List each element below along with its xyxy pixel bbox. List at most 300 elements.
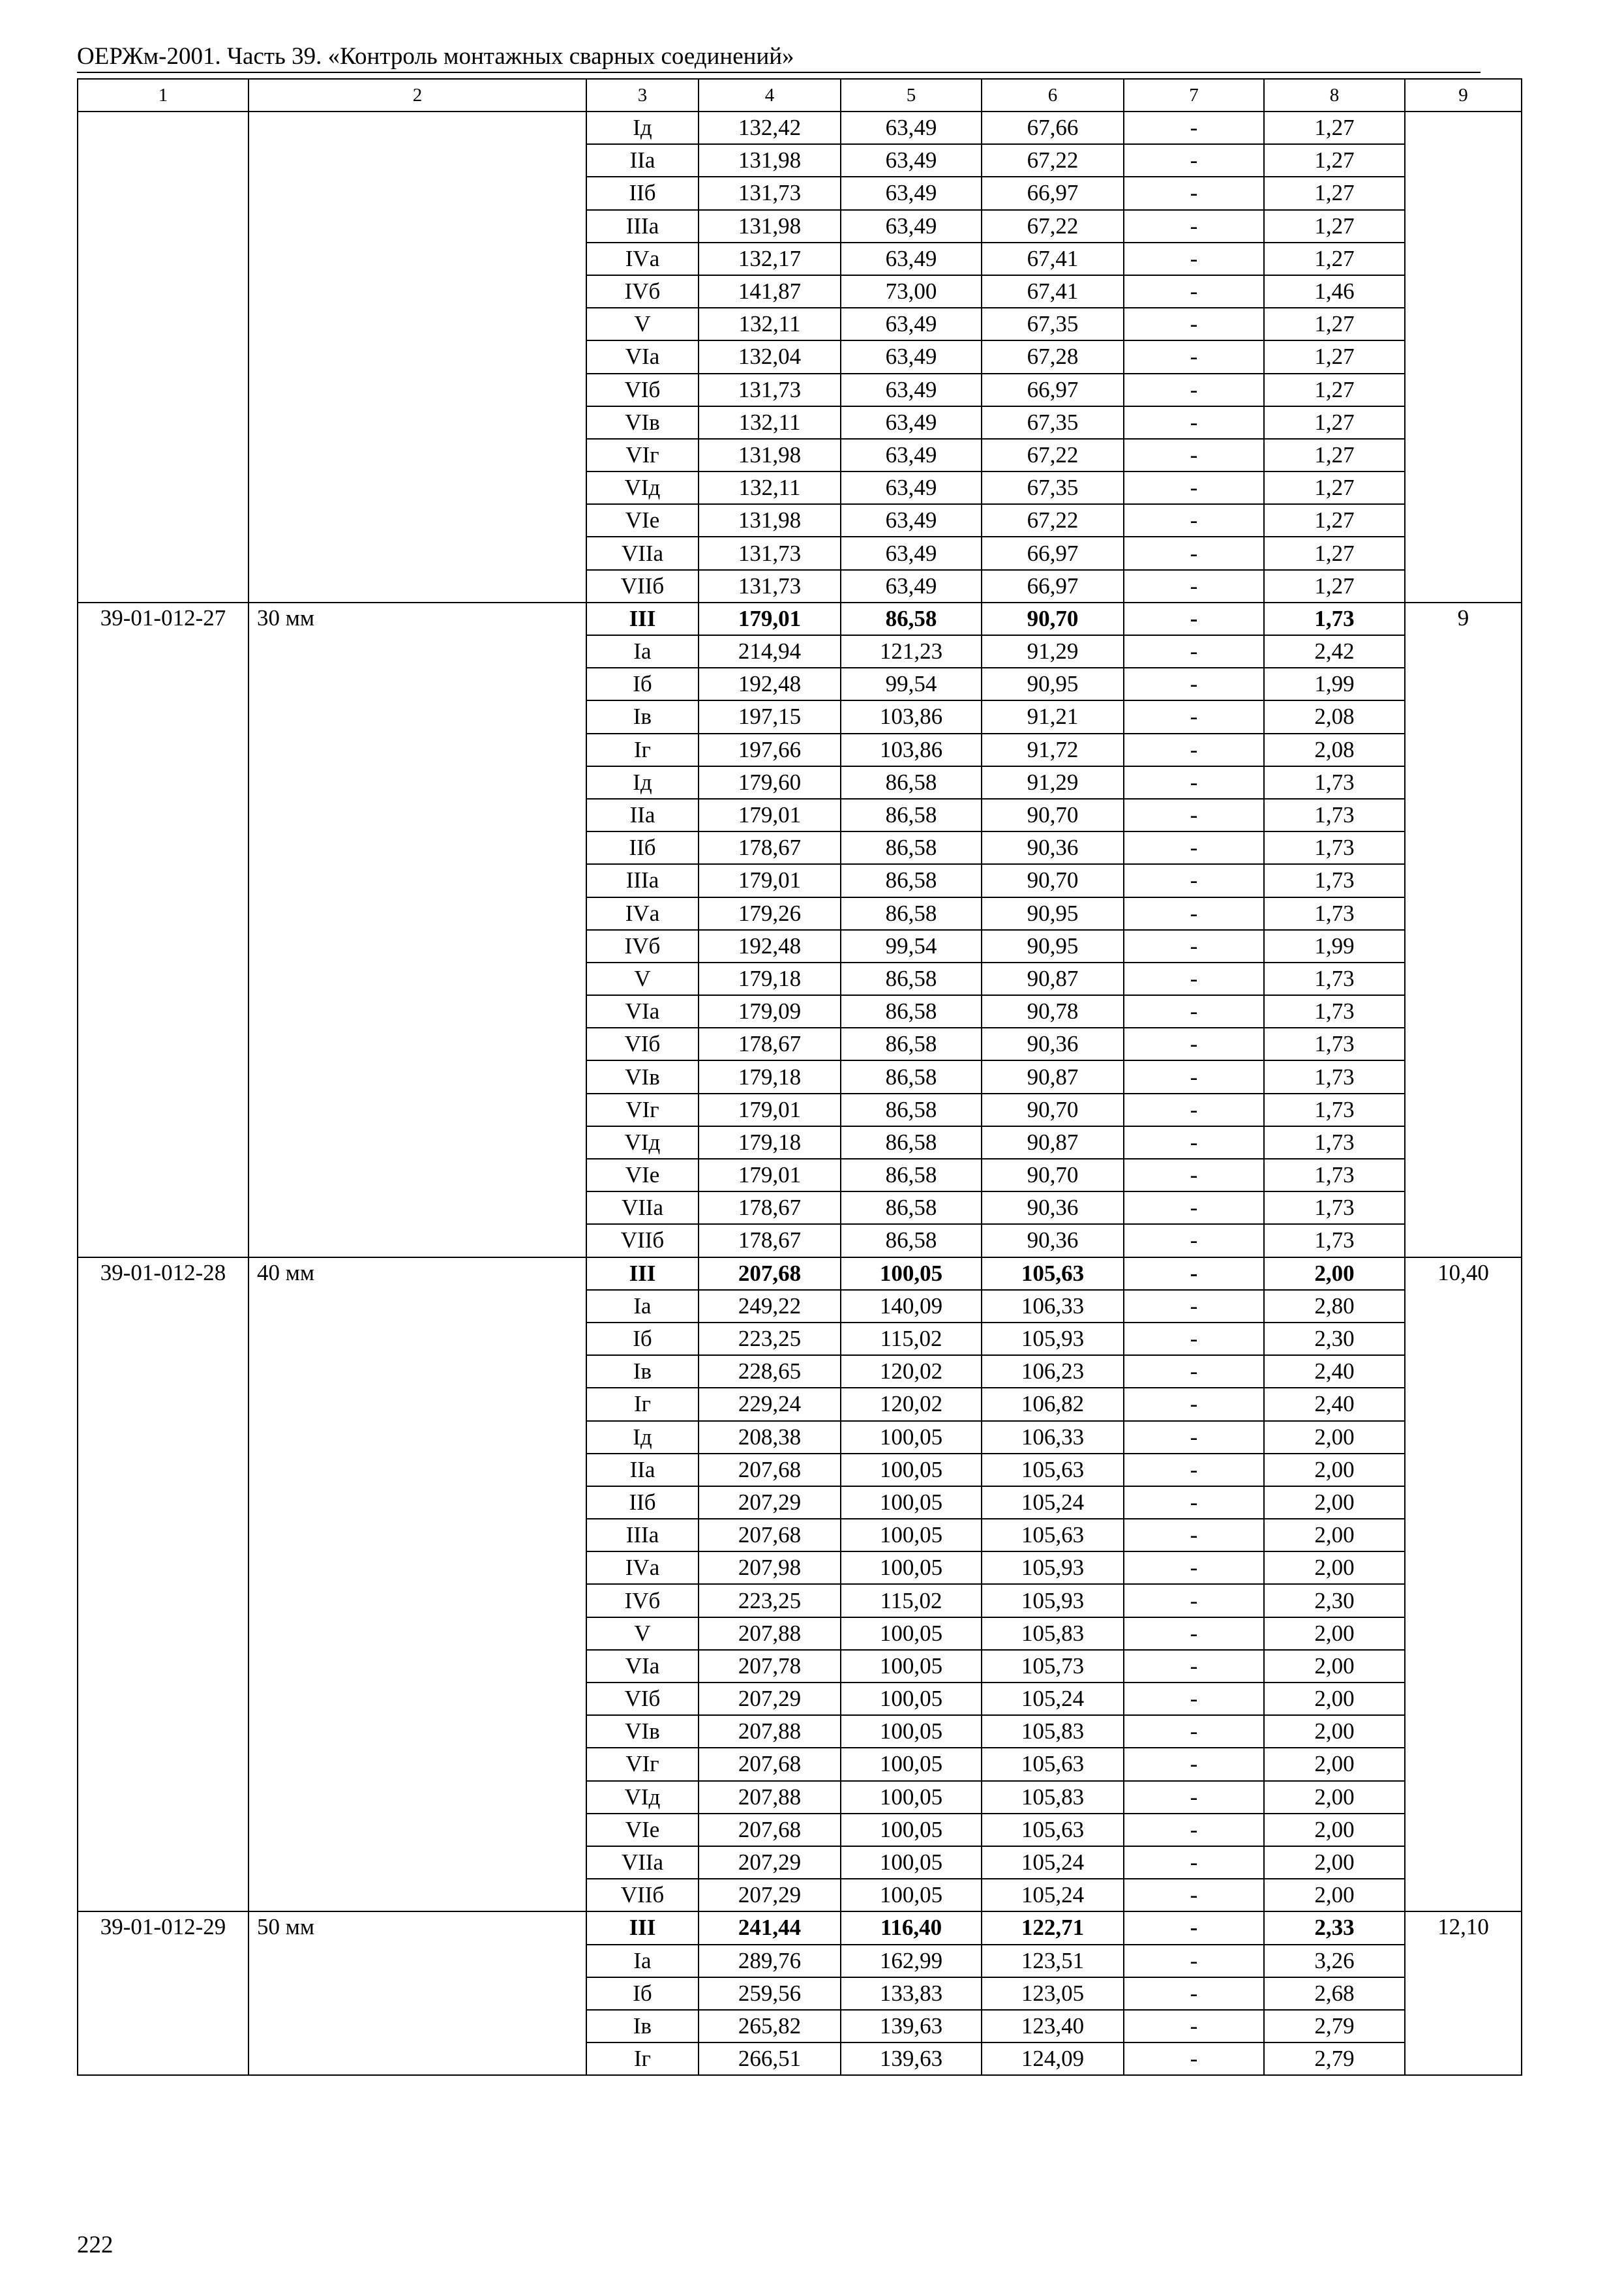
cost-labor-cell: 86,58	[841, 1094, 982, 1126]
cost-total-cell: 131,98	[699, 210, 841, 243]
category-cell: Iб	[586, 668, 699, 700]
category-cell: VIг	[586, 1748, 699, 1780]
weight-cell: 9	[1405, 603, 1522, 1257]
category-cell: V	[586, 1617, 699, 1650]
cost-machines-cell: 106,82	[982, 1388, 1124, 1420]
category-cell: VIб	[586, 374, 699, 406]
labor-hours-cell: 1,73	[1264, 1224, 1405, 1257]
table-body	[78, 79, 1522, 2075]
cost-total-cell: 197,66	[699, 734, 841, 766]
cost-labor-cell: 100,05	[841, 1715, 982, 1748]
cost-labor-cell: 63,49	[841, 243, 982, 275]
cost-labor-cell: 86,58	[841, 963, 982, 995]
cost-materials-cell: -	[1124, 1454, 1264, 1486]
category-cell: IIа	[586, 1454, 699, 1486]
cost-materials-cell: -	[1124, 1945, 1264, 1977]
cost-machines-cell: 105,24	[982, 1683, 1124, 1715]
labor-hours-cell: 1,73	[1264, 1094, 1405, 1126]
cost-labor-cell: 100,05	[841, 1879, 982, 1911]
labor-hours-cell: 1,73	[1264, 963, 1405, 995]
page-number: 222	[77, 2232, 113, 2258]
cost-machines-cell: 90,70	[982, 864, 1124, 897]
cost-machines-cell: 90,95	[982, 897, 1124, 930]
cost-machines-cell: 90,36	[982, 831, 1124, 864]
cost-total-cell: 179,18	[699, 1126, 841, 1159]
cost-machines-cell: 67,35	[982, 308, 1124, 340]
labor-hours-cell: 2,00	[1264, 1715, 1405, 1748]
column-number: 6	[982, 79, 1124, 112]
cost-materials-cell: -	[1124, 406, 1264, 439]
cost-machines-cell: 105,24	[982, 1486, 1124, 1519]
cost-total-cell: 131,98	[699, 504, 841, 537]
cost-total-cell: 207,88	[699, 1781, 841, 1814]
cost-total-cell: 289,76	[699, 1945, 841, 1977]
cost-machines-cell: 105,93	[982, 1584, 1124, 1617]
labor-hours-cell: 2,79	[1264, 2010, 1405, 2042]
cost-total-cell: 179,01	[699, 1094, 841, 1126]
cost-labor-cell: 63,49	[841, 308, 982, 340]
labor-hours-cell: 1,73	[1264, 766, 1405, 799]
cost-labor-cell: 100,05	[841, 1683, 982, 1715]
category-cell: VIа	[586, 995, 699, 1028]
column-number: 1	[78, 79, 248, 112]
labor-hours-cell: 1,27	[1264, 340, 1405, 373]
cost-total-cell: 132,11	[699, 471, 841, 504]
cost-machines-cell: 66,97	[982, 374, 1124, 406]
cost-machines-cell: 105,24	[982, 1879, 1124, 1911]
labor-hours-cell: 1,73	[1264, 995, 1405, 1028]
cost-labor-cell: 63,49	[841, 177, 982, 209]
cost-total-cell: 207,88	[699, 1617, 841, 1650]
cost-machines-cell: 66,97	[982, 537, 1124, 569]
labor-hours-cell: 2,40	[1264, 1388, 1405, 1420]
category-cell: III	[586, 1257, 699, 1290]
cost-machines-cell: 66,97	[982, 570, 1124, 603]
cost-labor-cell: 99,54	[841, 930, 982, 963]
cost-labor-cell: 63,49	[841, 144, 982, 177]
labor-hours-cell: 1,73	[1264, 864, 1405, 897]
labor-hours-cell: 2,08	[1264, 734, 1405, 766]
cost-machines-cell: 90,95	[982, 930, 1124, 963]
labor-hours-cell: 1,99	[1264, 930, 1405, 963]
cost-labor-cell: 99,54	[841, 668, 982, 700]
cost-materials-cell: -	[1124, 1617, 1264, 1650]
cost-labor-cell: 86,58	[841, 1126, 982, 1159]
cost-labor-cell: 103,86	[841, 734, 982, 766]
column-number: 3	[586, 79, 699, 112]
cost-total-cell: 214,94	[699, 635, 841, 668]
cost-labor-cell: 86,58	[841, 1224, 982, 1257]
cost-materials-cell: -	[1124, 766, 1264, 799]
column-number-row	[78, 79, 1522, 112]
cost-machines-cell: 90,36	[982, 1028, 1124, 1060]
labor-hours-cell: 1,73	[1264, 1191, 1405, 1224]
cost-materials-cell: -	[1124, 734, 1264, 766]
cost-labor-cell: 63,49	[841, 340, 982, 373]
cost-machines-cell: 91,29	[982, 766, 1124, 799]
cost-machines-cell: 105,93	[982, 1323, 1124, 1355]
cost-materials-cell: -	[1124, 635, 1264, 668]
cost-machines-cell: 90,70	[982, 603, 1124, 635]
cost-materials-cell: -	[1124, 864, 1264, 897]
cost-machines-cell: 90,36	[982, 1191, 1124, 1224]
cost-total-cell: 207,78	[699, 1650, 841, 1683]
cost-labor-cell: 86,58	[841, 897, 982, 930]
cost-materials-cell: -	[1124, 1879, 1264, 1911]
cost-total-cell: 179,60	[699, 766, 841, 799]
labor-hours-cell: 2,00	[1264, 1814, 1405, 1846]
cost-materials-cell: -	[1124, 1028, 1264, 1060]
cost-total-cell: 178,67	[699, 1224, 841, 1257]
category-cell: IVа	[586, 897, 699, 930]
category-cell: IIа	[586, 799, 699, 831]
cost-materials-cell: -	[1124, 1257, 1264, 1290]
column-number: 5	[841, 79, 982, 112]
cost-total-cell: 179,18	[699, 963, 841, 995]
weight-cell	[1405, 112, 1522, 603]
labor-hours-cell: 2,00	[1264, 1846, 1405, 1879]
labor-hours-cell: 2,79	[1264, 2042, 1405, 2075]
cost-materials-cell: -	[1124, 340, 1264, 373]
rate-code-cell	[78, 112, 248, 603]
header-rule	[77, 72, 1481, 73]
cost-machines-cell: 90,36	[982, 1224, 1124, 1257]
labor-hours-cell: 2,00	[1264, 1650, 1405, 1683]
cost-labor-cell: 100,05	[841, 1257, 982, 1290]
cost-materials-cell: -	[1124, 504, 1264, 537]
cost-labor-cell: 100,05	[841, 1781, 982, 1814]
labor-hours-cell: 2,80	[1264, 1290, 1405, 1323]
cost-machines-cell: 105,63	[982, 1814, 1124, 1846]
cost-machines-cell: 105,63	[982, 1454, 1124, 1486]
cost-labor-cell: 63,49	[841, 210, 982, 243]
cost-materials-cell: -	[1124, 144, 1264, 177]
cost-machines-cell: 90,70	[982, 1094, 1124, 1126]
cost-total-cell: 178,67	[699, 1191, 841, 1224]
cost-labor-cell: 139,63	[841, 2042, 982, 2075]
cost-total-cell: 178,67	[699, 1028, 841, 1060]
cost-total-cell: 207,68	[699, 1519, 841, 1551]
rate-code-cell: 39-01-012-27	[78, 603, 248, 1257]
category-cell: VIIб	[586, 1224, 699, 1257]
cost-materials-cell: -	[1124, 930, 1264, 963]
cost-machines-cell: 106,33	[982, 1290, 1124, 1323]
cost-labor-cell: 86,58	[841, 1028, 982, 1060]
cost-materials-cell: -	[1124, 1486, 1264, 1519]
cost-total-cell: 207,68	[699, 1257, 841, 1290]
cost-materials-cell: -	[1124, 1290, 1264, 1323]
cost-materials-cell: -	[1124, 1224, 1264, 1257]
category-cell: Iв	[586, 700, 699, 733]
labor-hours-cell: 1,99	[1264, 668, 1405, 700]
cost-machines-cell: 91,29	[982, 635, 1124, 668]
category-cell: VIд	[586, 1781, 699, 1814]
cost-labor-cell: 86,58	[841, 995, 982, 1028]
cost-materials-cell: -	[1124, 439, 1264, 471]
cost-total-cell: 207,88	[699, 1715, 841, 1748]
cost-labor-cell: 100,05	[841, 1650, 982, 1683]
category-cell: Iд	[586, 112, 699, 144]
cost-materials-cell: -	[1124, 700, 1264, 733]
cost-machines-cell: 123,40	[982, 2010, 1124, 2042]
cost-machines-cell: 67,22	[982, 144, 1124, 177]
cost-labor-cell: 103,86	[841, 700, 982, 733]
labor-hours-cell: 3,26	[1264, 1945, 1405, 1977]
labor-hours-cell: 1,27	[1264, 471, 1405, 504]
page-header: ОЕРЖм-2001. Часть 39. «Контроль монтажных сварных соединений»	[77, 43, 794, 70]
cost-machines-cell: 106,33	[982, 1421, 1124, 1454]
cost-materials-cell: -	[1124, 668, 1264, 700]
cost-machines-cell: 105,83	[982, 1617, 1124, 1650]
cost-total-cell: 266,51	[699, 2042, 841, 2075]
labor-hours-cell: 2,33	[1264, 1911, 1405, 1944]
cost-labor-cell: 140,09	[841, 1290, 982, 1323]
cost-total-cell: 179,01	[699, 1159, 841, 1191]
column-number: 2	[248, 79, 586, 112]
cost-labor-cell: 133,83	[841, 1977, 982, 2010]
column-number: 7	[1124, 79, 1264, 112]
cost-materials-cell: -	[1124, 1846, 1264, 1879]
cost-materials-cell: -	[1124, 1060, 1264, 1093]
cost-materials-cell: -	[1124, 275, 1264, 308]
category-cell: VIд	[586, 471, 699, 504]
cost-labor-cell: 100,05	[841, 1846, 982, 1879]
column-number: 9	[1405, 79, 1522, 112]
labor-hours-cell: 1,27	[1264, 177, 1405, 209]
cost-machines-cell: 105,24	[982, 1846, 1124, 1879]
cost-materials-cell: -	[1124, 831, 1264, 864]
cost-materials-cell: -	[1124, 1814, 1264, 1846]
cost-machines-cell: 90,95	[982, 668, 1124, 700]
cost-materials-cell: -	[1124, 1388, 1264, 1420]
category-cell: Iд	[586, 1421, 699, 1454]
cost-materials-cell: -	[1124, 308, 1264, 340]
labor-hours-cell: 1,27	[1264, 374, 1405, 406]
cost-materials-cell: -	[1124, 1355, 1264, 1388]
cost-total-cell: 179,09	[699, 995, 841, 1028]
cost-total-cell: 265,82	[699, 2010, 841, 2042]
cost-total-cell: 132,17	[699, 243, 841, 275]
cost-machines-cell: 105,63	[982, 1257, 1124, 1290]
category-cell: Iд	[586, 766, 699, 799]
cost-total-cell: 132,11	[699, 308, 841, 340]
labor-hours-cell: 2,40	[1264, 1355, 1405, 1388]
labor-hours-cell: 1,27	[1264, 439, 1405, 471]
cost-materials-cell: -	[1124, 2042, 1264, 2075]
cost-materials-cell: -	[1124, 1683, 1264, 1715]
cost-materials-cell: -	[1124, 1748, 1264, 1780]
cost-labor-cell: 63,49	[841, 504, 982, 537]
cost-machines-cell: 67,35	[982, 406, 1124, 439]
cost-materials-cell: -	[1124, 897, 1264, 930]
cost-labor-cell: 86,58	[841, 831, 982, 864]
category-cell: Iб	[586, 1977, 699, 2010]
category-cell: VIв	[586, 406, 699, 439]
cost-machines-cell: 67,22	[982, 439, 1124, 471]
rate-code-cell: 39-01-012-29	[78, 1911, 248, 2075]
table-row	[78, 1257, 1522, 1290]
cost-total-cell: 141,87	[699, 275, 841, 308]
weight-cell: 10,40	[1405, 1257, 1522, 1912]
rate-name-cell: 40 мм	[248, 1257, 586, 1912]
cost-total-cell: 131,98	[699, 144, 841, 177]
rates-table	[77, 78, 1522, 2076]
labor-hours-cell: 1,27	[1264, 504, 1405, 537]
cost-materials-cell: -	[1124, 1650, 1264, 1683]
cost-machines-cell: 67,28	[982, 340, 1124, 373]
cost-machines-cell: 105,63	[982, 1519, 1124, 1551]
cost-materials-cell: -	[1124, 570, 1264, 603]
labor-hours-cell: 1,73	[1264, 603, 1405, 635]
cost-labor-cell: 63,49	[841, 439, 982, 471]
cost-machines-cell: 123,51	[982, 1945, 1124, 1977]
cost-total-cell: 179,18	[699, 1060, 841, 1093]
category-cell: VIд	[586, 1126, 699, 1159]
category-cell: V	[586, 963, 699, 995]
labor-hours-cell: 2,00	[1264, 1257, 1405, 1290]
cost-labor-cell: 100,05	[841, 1748, 982, 1780]
cost-machines-cell: 66,97	[982, 177, 1124, 209]
cost-machines-cell: 105,73	[982, 1650, 1124, 1683]
cost-materials-cell: -	[1124, 799, 1264, 831]
category-cell: Iа	[586, 1290, 699, 1323]
cost-total-cell: 132,42	[699, 112, 841, 144]
cost-machines-cell: 105,83	[982, 1715, 1124, 1748]
cost-materials-cell: -	[1124, 1191, 1264, 1224]
column-number: 8	[1264, 79, 1405, 112]
cost-total-cell: 207,98	[699, 1551, 841, 1584]
labor-hours-cell: 2,42	[1264, 635, 1405, 668]
rate-name-cell: 50 мм	[248, 1911, 586, 2075]
cost-materials-cell: -	[1124, 1911, 1264, 1944]
cost-total-cell: 131,73	[699, 570, 841, 603]
category-cell: VIIа	[586, 1846, 699, 1879]
cost-labor-cell: 63,49	[841, 537, 982, 569]
cost-machines-cell: 90,87	[982, 963, 1124, 995]
cost-total-cell: 207,29	[699, 1879, 841, 1911]
category-cell: IVб	[586, 1584, 699, 1617]
category-cell: V	[586, 308, 699, 340]
cost-labor-cell: 100,05	[841, 1421, 982, 1454]
labor-hours-cell: 1,27	[1264, 570, 1405, 603]
labor-hours-cell: 2,08	[1264, 700, 1405, 733]
cost-materials-cell: -	[1124, 1323, 1264, 1355]
cost-labor-cell: 73,00	[841, 275, 982, 308]
labor-hours-cell: 2,00	[1264, 1519, 1405, 1551]
cost-labor-cell: 116,40	[841, 1911, 982, 1944]
category-cell: VIв	[586, 1715, 699, 1748]
cost-total-cell: 179,01	[699, 603, 841, 635]
category-cell: VIа	[586, 340, 699, 373]
labor-hours-cell: 1,27	[1264, 210, 1405, 243]
cost-machines-cell: 67,41	[982, 243, 1124, 275]
category-cell: VIе	[586, 1814, 699, 1846]
category-cell: VIе	[586, 504, 699, 537]
cost-total-cell: 207,68	[699, 1748, 841, 1780]
cost-total-cell: 179,01	[699, 864, 841, 897]
cost-total-cell: 192,48	[699, 668, 841, 700]
category-cell: IIб	[586, 1486, 699, 1519]
category-cell: III	[586, 603, 699, 635]
cost-labor-cell: 63,49	[841, 406, 982, 439]
cost-labor-cell: 120,02	[841, 1388, 982, 1420]
cost-total-cell: 131,98	[699, 439, 841, 471]
labor-hours-cell: 1,73	[1264, 897, 1405, 930]
cost-machines-cell: 91,72	[982, 734, 1124, 766]
category-cell: IIб	[586, 177, 699, 209]
cost-machines-cell: 91,21	[982, 700, 1124, 733]
table-row	[78, 112, 1522, 144]
labor-hours-cell: 1,27	[1264, 144, 1405, 177]
labor-hours-cell: 1,73	[1264, 1028, 1405, 1060]
labor-hours-cell: 1,27	[1264, 243, 1405, 275]
category-cell: VIIа	[586, 537, 699, 569]
cost-labor-cell: 86,58	[841, 1191, 982, 1224]
cost-total-cell: 223,25	[699, 1323, 841, 1355]
category-cell: IIIа	[586, 864, 699, 897]
cost-labor-cell: 63,49	[841, 471, 982, 504]
category-cell: VIб	[586, 1028, 699, 1060]
cost-labor-cell: 86,58	[841, 799, 982, 831]
cost-total-cell: 229,24	[699, 1388, 841, 1420]
cost-materials-cell: -	[1124, 1551, 1264, 1584]
labor-hours-cell: 2,68	[1264, 1977, 1405, 2010]
labor-hours-cell: 1,27	[1264, 537, 1405, 569]
cost-machines-cell: 90,70	[982, 799, 1124, 831]
labor-hours-cell: 1,73	[1264, 799, 1405, 831]
labor-hours-cell: 1,73	[1264, 1126, 1405, 1159]
cost-machines-cell: 105,63	[982, 1748, 1124, 1780]
labor-hours-cell: 1,46	[1264, 275, 1405, 308]
cost-materials-cell: -	[1124, 2010, 1264, 2042]
cost-labor-cell: 121,23	[841, 635, 982, 668]
cost-labor-cell: 100,05	[841, 1551, 982, 1584]
cost-materials-cell: -	[1124, 995, 1264, 1028]
cost-total-cell: 241,44	[699, 1911, 841, 1944]
cost-total-cell: 223,25	[699, 1584, 841, 1617]
cost-total-cell: 228,65	[699, 1355, 841, 1388]
cost-total-cell: 132,04	[699, 340, 841, 373]
cost-machines-cell: 90,70	[982, 1159, 1124, 1191]
category-cell: IIIа	[586, 1519, 699, 1551]
category-cell: Iг	[586, 2042, 699, 2075]
cost-materials-cell: -	[1124, 374, 1264, 406]
cost-machines-cell: 122,71	[982, 1911, 1124, 1944]
cost-materials-cell: -	[1124, 1584, 1264, 1617]
category-cell: VIб	[586, 1683, 699, 1715]
cost-labor-cell: 100,05	[841, 1617, 982, 1650]
cost-total-cell: 179,26	[699, 897, 841, 930]
cost-total-cell: 197,15	[699, 700, 841, 733]
cost-total-cell: 178,67	[699, 831, 841, 864]
cost-machines-cell: 67,22	[982, 210, 1124, 243]
cost-materials-cell: -	[1124, 1977, 1264, 2010]
cost-labor-cell: 162,99	[841, 1945, 982, 1977]
cost-machines-cell: 105,83	[982, 1781, 1124, 1814]
cost-labor-cell: 63,49	[841, 570, 982, 603]
cost-machines-cell: 123,05	[982, 1977, 1124, 2010]
labor-hours-cell: 2,00	[1264, 1486, 1405, 1519]
labor-hours-cell: 2,30	[1264, 1323, 1405, 1355]
category-cell: VIа	[586, 1650, 699, 1683]
category-cell: VIг	[586, 1094, 699, 1126]
category-cell: IIб	[586, 831, 699, 864]
column-number: 4	[699, 79, 841, 112]
category-cell: Iб	[586, 1323, 699, 1355]
cost-materials-cell: -	[1124, 1094, 1264, 1126]
category-cell: IVа	[586, 1551, 699, 1584]
cost-materials-cell: -	[1124, 177, 1264, 209]
